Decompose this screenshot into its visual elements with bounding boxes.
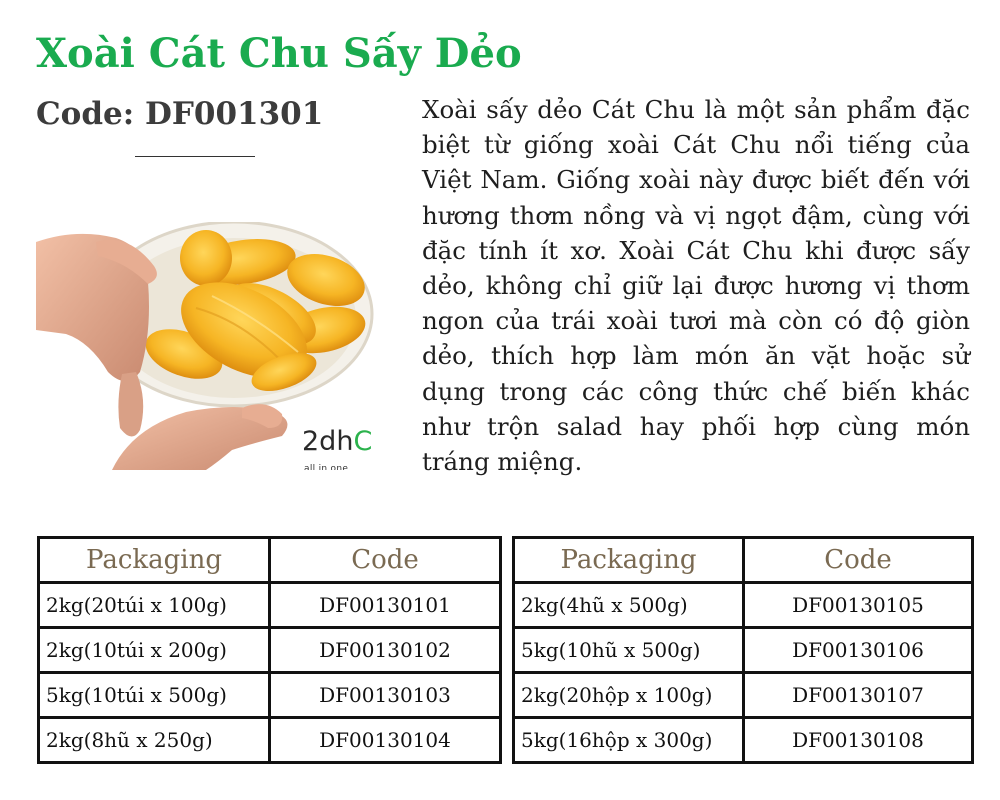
code-cell: DF00130105 xyxy=(744,583,973,628)
packaging-cell: 2kg(8hũ x 250g) xyxy=(39,718,270,763)
product-code xyxy=(36,94,323,134)
packaging-cell: 5kg(16hộp x 300g) xyxy=(514,718,744,763)
brand-logo xyxy=(302,427,372,457)
product-code-value: DF001301 xyxy=(145,96,324,132)
product-title: Xoài Cát Chu Sấy Dẻo xyxy=(36,30,522,77)
table-header-row xyxy=(514,538,973,583)
table-row xyxy=(39,628,501,673)
table-row xyxy=(514,628,973,673)
code-header: Code xyxy=(744,538,973,583)
code-cell: DF00130108 xyxy=(744,718,973,763)
table-row xyxy=(39,583,501,628)
code-underline xyxy=(135,156,255,157)
table-row xyxy=(39,673,501,718)
packaging-header: Packaging xyxy=(514,538,744,583)
code-header: Code xyxy=(270,538,501,583)
code-cell: DF00130102 xyxy=(270,628,501,673)
packaging-cell: 5kg(10hũ x 500g) xyxy=(514,628,744,673)
code-cell: DF00130107 xyxy=(744,673,973,718)
code-cell: DF00130101 xyxy=(270,583,501,628)
packaging-cell: 2kg(10túi x 200g) xyxy=(39,628,270,673)
table-row xyxy=(514,583,973,628)
table-row xyxy=(514,673,973,718)
brand-logo-prefix: 2dh xyxy=(302,426,354,457)
packaging-cell: 5kg(10túi x 500g) xyxy=(39,673,270,718)
code-cell: DF00130103 xyxy=(270,673,501,718)
code-cell: DF00130106 xyxy=(744,628,973,673)
table-header-row xyxy=(39,538,501,583)
product-code-label: Code: xyxy=(36,96,135,132)
table-row xyxy=(39,718,501,763)
product-description: Xoài sấy dẻo Cát Chu là một sản phẩm đặc biệt từ giống xoài Cát Chu nổi tiếng của Việt Nam. Giống xoài này được biết đến với hương thơm nồng và vị ngọt đậm, cùng với đặc tính ít xơ. Xoài Cát Chu khi được sấy dẻo, không chỉ giữ lại được hương vị thơm ngon của trái xoài tươi mà còn có độ giòn dẻo, thích hợp làm món ăn vặt hoặc sử dụng trong các công thức chế biến khác như trộn salad hay phối hợp cùng món tráng miệng. xyxy=(422,95,970,477)
packaging-cell: 2kg(20túi x 100g) xyxy=(39,583,270,628)
packaging-cell: 2kg(20hộp x 100g) xyxy=(514,673,744,718)
code-cell: DF00130104 xyxy=(270,718,501,763)
packaging-table-left xyxy=(37,536,502,764)
brand-logo-suffix: C xyxy=(353,426,373,457)
table-row xyxy=(514,718,973,763)
product-photo xyxy=(36,222,384,470)
packaging-cell: 2kg(4hũ x 500g) xyxy=(514,583,744,628)
packaging-table-right xyxy=(512,536,974,764)
brand-tagline: all in one xyxy=(304,464,349,470)
packaging-header: Packaging xyxy=(39,538,270,583)
